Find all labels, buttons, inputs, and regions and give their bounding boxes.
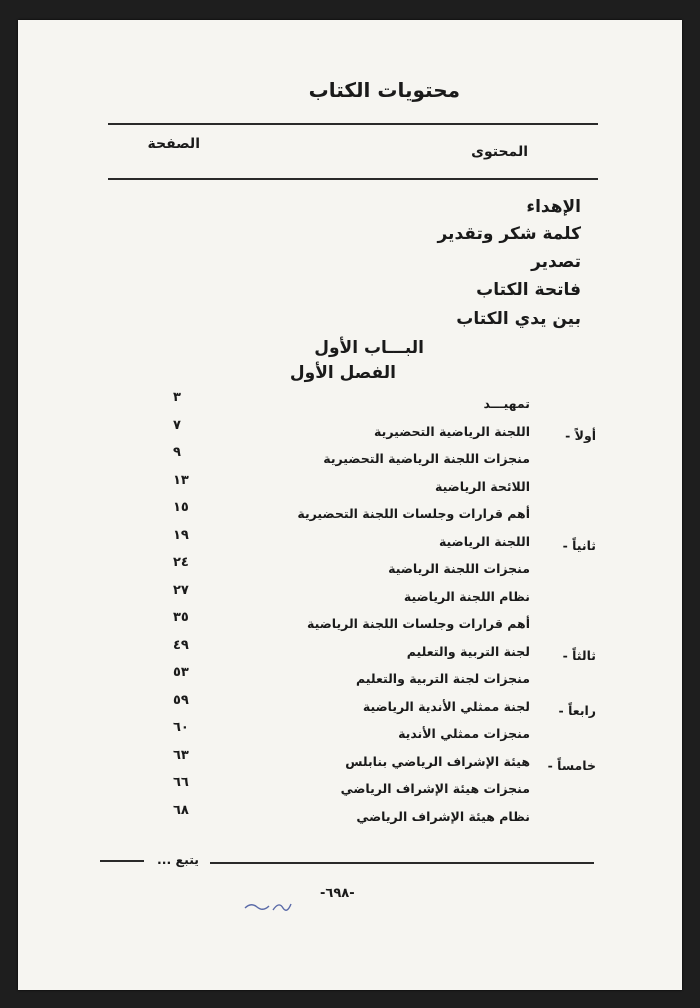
toc-entry-page: ٥٣ [173, 665, 189, 680]
toc-entry-page: ١٥ [173, 500, 189, 515]
front-matter-item: فاتحة الكتاب [476, 280, 581, 300]
toc-entry-label: ثانياً - [562, 537, 596, 553]
toc-entry-text: اللائحة الرياضية [434, 478, 530, 494]
toc-entry-text: منجزات اللجنة الرياضية [388, 561, 530, 576]
front-matter-item: تصدير [531, 252, 581, 272]
toc-entry-text: منجزات لجنة التربية والتعليم [355, 671, 530, 686]
toc-entry-page: ١٩ [173, 527, 189, 543]
continued-right-rule [210, 862, 594, 864]
toc-entry-page: ٧ [173, 417, 181, 433]
toc-entry-text: تمهيـــد [483, 396, 530, 411]
page-title: محتويات الكتاب [308, 78, 460, 102]
continued-left-rule [100, 860, 144, 862]
toc-entry-page: ١٣ [173, 472, 189, 488]
toc-entry-page: ٦٣ [173, 747, 189, 763]
toc-entry-label: أولاً - [565, 427, 596, 443]
toc-entry-label: ثالثاً - [562, 647, 596, 663]
toc-entry-label: رابعاً - [558, 702, 596, 718]
toc-entry-page: ٦٦ [173, 775, 189, 790]
toc-entry-text: نظام هيئة الإشراف الرياضي [356, 808, 530, 824]
header-content-label: المحتوى [471, 144, 528, 160]
continued-label: يتبع ... [156, 852, 199, 867]
toc-entry-text: لجنة ممثلي الأندية الرياضية [362, 698, 530, 714]
toc-entry-page: ٩ [173, 445, 181, 460]
toc-entry-page: ٣٥ [173, 610, 189, 625]
toc-entry-page: ٥٩ [173, 692, 189, 708]
toc-entry-page: ٢٧ [173, 582, 189, 598]
chapter-heading: الفصل الأول [289, 363, 396, 383]
toc-entry-text: هيئة الإشراف الرياضي بنابلس [345, 753, 530, 769]
toc-entry-text: اللجنة الرياضية [438, 533, 530, 549]
front-matter-item: كلمة شكر وتقدير [437, 224, 581, 244]
toc-entry-text: منجزات هيئة الإشراف الرياضي [340, 781, 530, 796]
toc-entry-text: لجنة التربية والتعليم [406, 643, 530, 659]
toc-entry-text: أهم قرارات وجلسات اللجنة الرياضية [307, 616, 530, 631]
toc-entry-label: خامساً - [547, 757, 596, 773]
toc-entry-page: ٤٩ [173, 637, 189, 653]
toc-entry-text: منجزات ممثلي الأندية [398, 726, 530, 741]
toc-entry-page: ٢٤ [173, 555, 189, 570]
handwritten-mark [243, 898, 293, 918]
toc-entry-text: اللجنة الرياضية التحضيرية [374, 423, 530, 439]
toc-entry-page: ٦٨ [173, 802, 189, 818]
page-number: -٦٩٨- [320, 886, 355, 901]
front-matter-item: بين يدي الكتاب [456, 309, 581, 329]
toc-entry-page: ٣ [173, 390, 181, 405]
page [18, 20, 682, 990]
toc-entry-text: أهم قرارات وجلسات اللجنة التحضيرية [297, 506, 530, 521]
toc-entry-page: ٦٠ [173, 720, 189, 735]
toc-entry-text: منجزات اللجنة الرياضية التحضيرية [323, 451, 530, 466]
header-page-label: الصفحة [147, 136, 200, 152]
header-top-rule [108, 123, 598, 125]
part-heading: البـــاب الأول [314, 338, 424, 358]
toc-entry-text: نظام اللجنة الرياضية [403, 588, 530, 604]
header-bottom-rule [108, 178, 598, 180]
front-matter-item: الإهداء [526, 197, 581, 217]
